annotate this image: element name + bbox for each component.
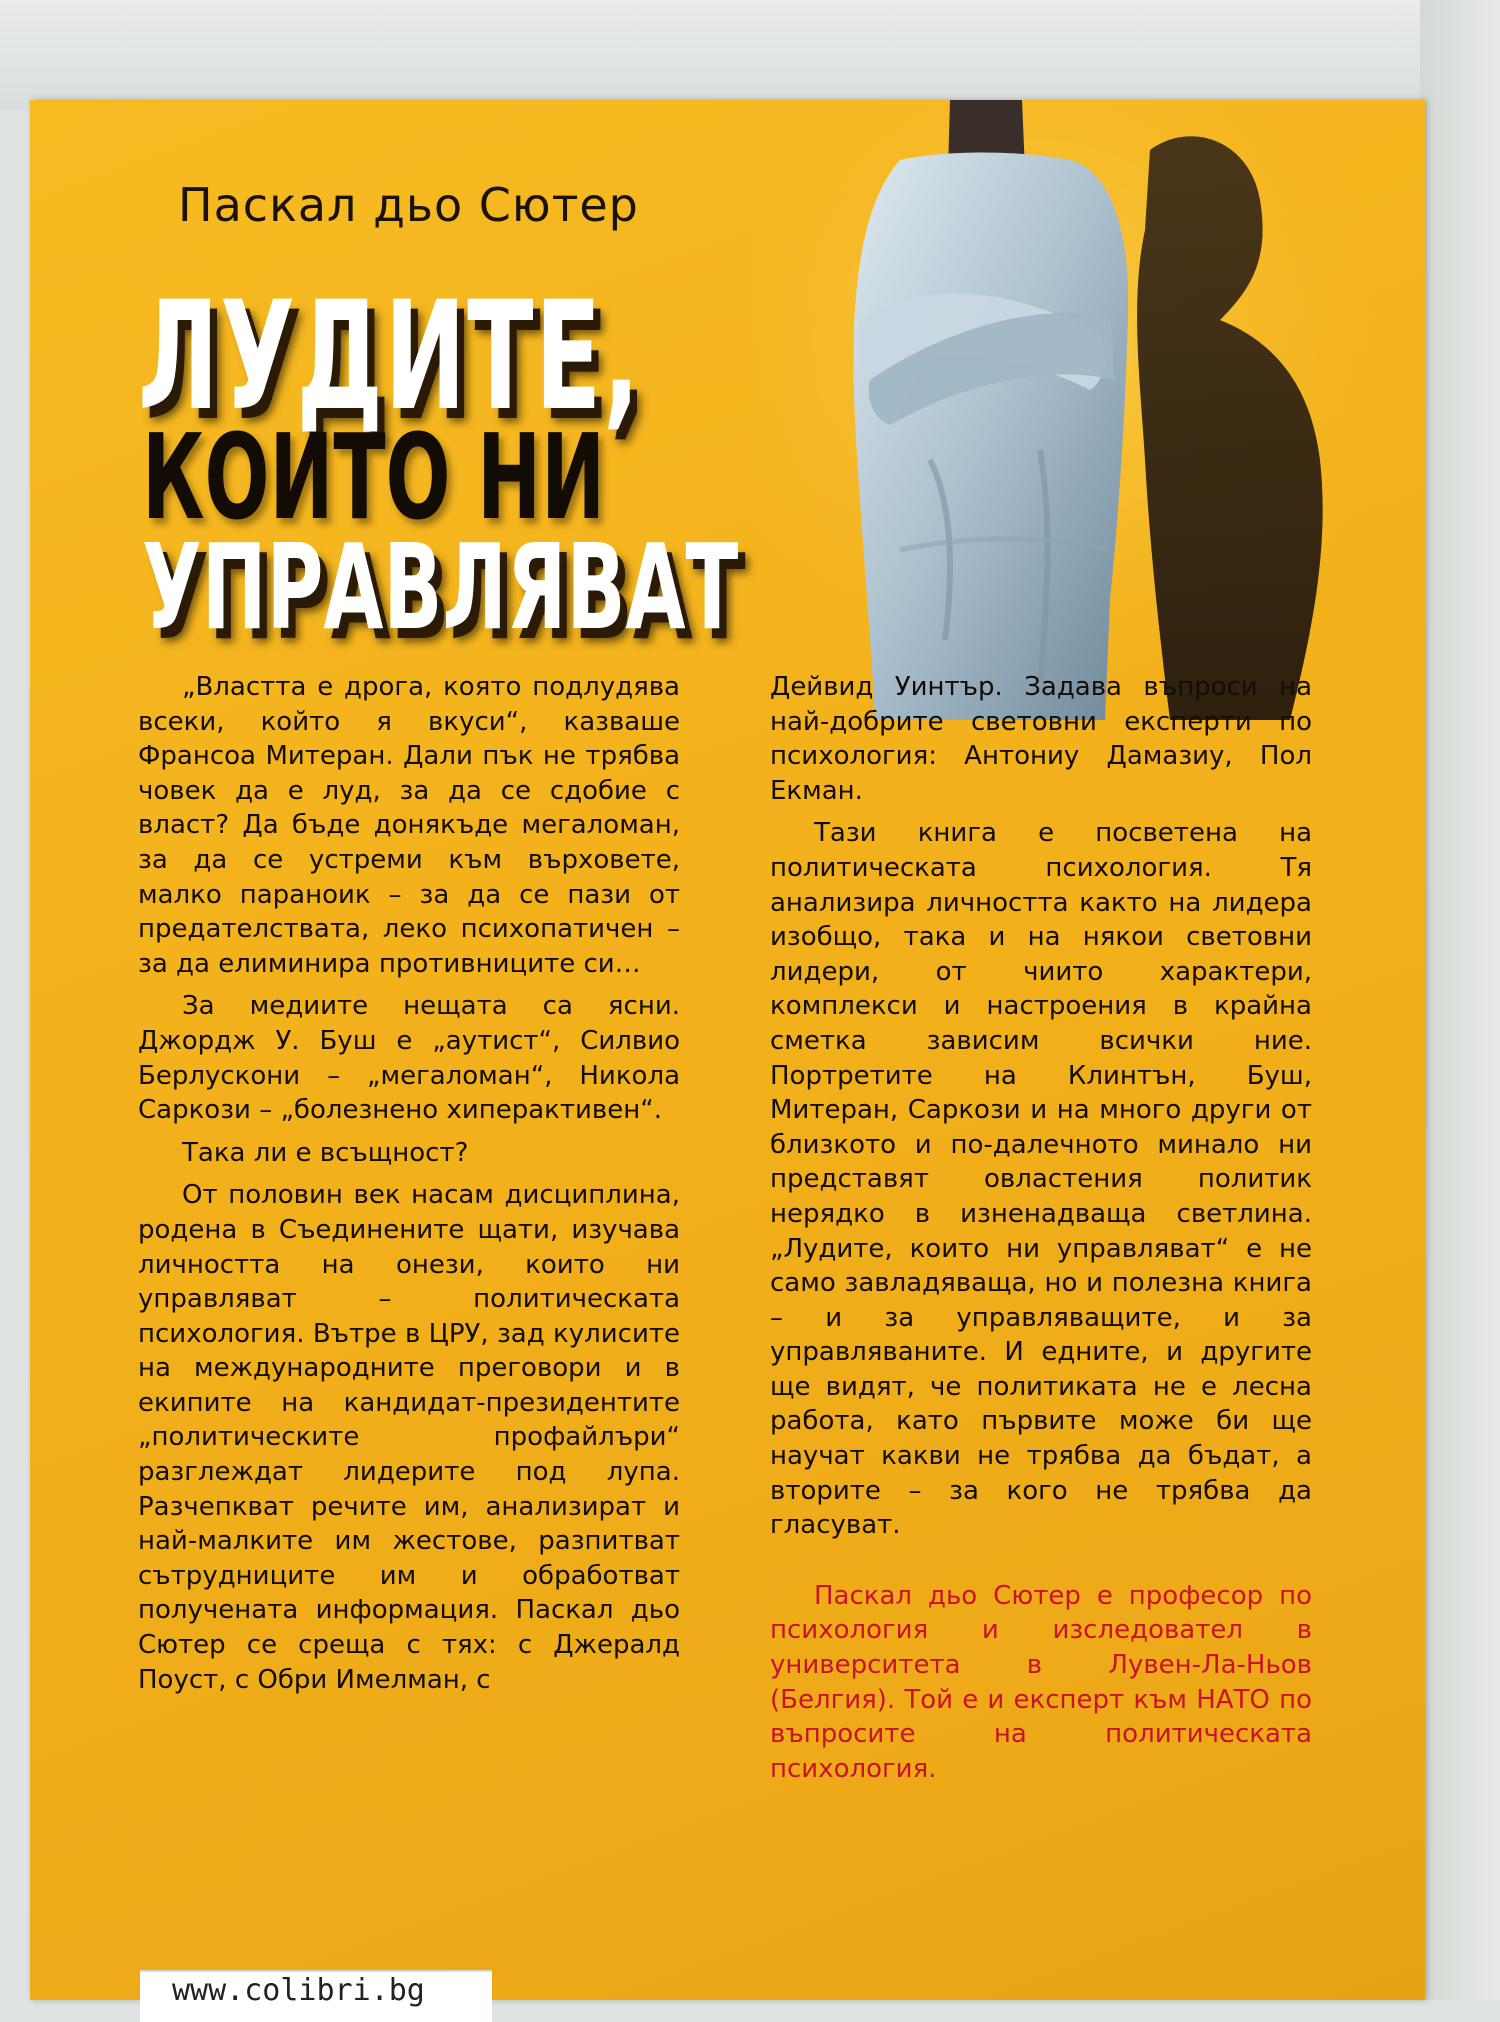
publisher-url-sticker: www.colibri.bg <box>140 1970 492 2022</box>
book-title-line-3: УПРАВЛЯВАТ <box>142 518 739 656</box>
author-name: Паскал дьо Сютер <box>178 178 639 232</box>
book-title-line-1: ЛУДИТЕ, <box>138 270 642 444</box>
blurb-paragraph: От половин век насам дисциплина, родена в Съединените щати, изучава личността на онези, които ни управляват – политическата психология. Вътре в ЦРУ, зад кулисите на международните преговори и в екипите на кандидат-президентите „политическите профайлъри“ разглеждат лидерите под лупа. Разчепкват речите им, анализират и най-малките им жестове, разпитват сътрудниците им и обработват получената информация. Паскал дьо Сютер се среща с тях: с Джералд Поуст, с Обри Имелман, с <box>138 1180 680 1695</box>
background-wall <box>0 0 1500 110</box>
book-back-cover <box>30 100 1425 2000</box>
blurb-left-column <box>138 670 680 1705</box>
cover-photo-straitjacket-man <box>750 100 1390 740</box>
blurb-paragraph: Така ли е всъщност? <box>182 1137 469 1168</box>
background-wall-right <box>1420 0 1500 2000</box>
blurb-paragraph: Тази книга е посветена на политическата психология. Тя анализира личността както на лидера изобщо, така и на някои световни лидери, от чиито характери, комплекси и настроения в крайна сметка зависим всички ние. Портретите на Клинтън, Буш, Митеран, Саркози и на много други от близкото и по-далечното минало ни представят овластения политик нерядко в изненадваща светлина. „Лудите, които ни управляват“ е не само завладяваща, но и полезна книга – и за управляващите, и за управляваните. И едните, и другите ще видят, че политиката не е лесна работа, като първите може би ще научат какви не трябва да бъдат, а вторите – за кого не трябва да гласуват. <box>770 818 1312 1541</box>
author-bio: Паскал дьо Сютер е професор по психология и изследовател в университета в Лувен-Ла-Ньов (Белгия). Той е и експерт към НАТО по въпросите на политическата психология. <box>770 1580 1312 1784</box>
blurb-paragraph: „Властта е дрога, която подлудява всеки, който я вкуси“, казваше Франсоа Митеран. Дали пък не трябва човек да е луд, за да се сдобие с власт? Да бъде донякъде мегаломан, за да се устреми към върховете, малко параноик – за да се пази от предателствата, леко психопатичен – за да елиминира противниците си… <box>138 672 680 979</box>
blurb-paragraph: Дейвид Уинтър. Задава въпроси на най-добрите световни експерти по психология: Антониу Дамазиу, Пол Екман. <box>770 672 1312 806</box>
blurb-right-column <box>770 670 1312 1794</box>
blurb-paragraph: За медиите нещата са ясни. Джордж У. Буш е „аутист“, Силвио Берлускони – „мегаломан“, Никола Саркози – „болезнено хиперактивен“. <box>138 991 680 1126</box>
book-title-line-2: КОИТО НИ <box>142 408 606 546</box>
